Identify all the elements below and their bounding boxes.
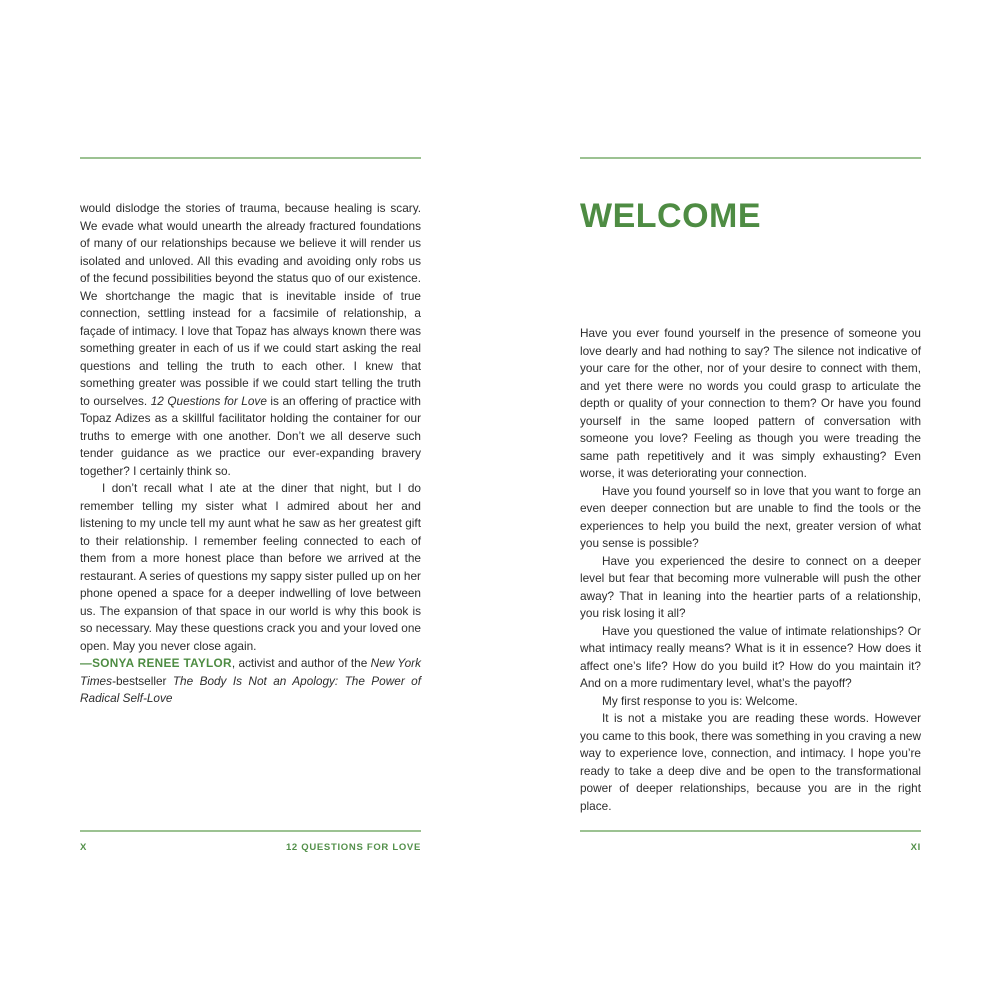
foreword-paragraph-1 xyxy=(80,200,421,480)
footer-rule xyxy=(80,830,421,832)
left-page-footer xyxy=(80,842,421,853)
publication-name: New York Times- xyxy=(80,656,421,688)
paragraph-text: is an offering of practice with Topaz Adizes as a skillful facilitator holding the container for our truths to emerge with one another. Don’t we all deserve such tender guidance as we practice our ever-expanding bravery together? I certainly think so. xyxy=(80,393,421,478)
chapter-text xyxy=(580,325,921,815)
right-page-footer xyxy=(580,842,921,853)
attribution-author-name: —SONYA RENEE TAYLOR xyxy=(80,656,232,670)
left-page xyxy=(80,0,421,1000)
header-rule xyxy=(80,157,421,159)
body-paragraph: Have you questioned the value of intimate relationships? Or what intimacy really means? What is it in essence? How does it affect one’s life? How do you build it? How do you maintain it? And on a more rudimentary level, what’s the payoff? xyxy=(580,623,921,690)
attribution-text: bestseller xyxy=(115,673,173,688)
author-attribution xyxy=(80,655,421,708)
page-number: X xyxy=(80,842,88,853)
body-paragraph: Have you experienced the desire to connect on a deeper level but fear that becoming more vulnerable will push the other away? That in leaning into the heartier parts of a relationship, you risk losing it all? xyxy=(580,553,921,620)
body-paragraph: Have you ever found yourself in the presence of someone you love dearly and had nothing to say? The silence not indicative of your care for the other, nor of your desire to connect with them, and yet there were no words you could grasp to articulate the depth or quality of your connection to them? Or have you found yourself in the same looped pattern of conversation with someone you love? Feeling as though you were treading the same path repetitively and it was simply exhausting? Even worse, it was deteriorating your connection. xyxy=(580,326,921,480)
header-rule xyxy=(580,157,921,159)
right-page xyxy=(580,0,921,1000)
book-title-inline: The Body Is Not an Apology: The Power of Radical Self-Love xyxy=(80,673,421,705)
body-paragraph: It is not a mistake you are reading these words. However you came to this book, there was something in you craving a new way to experience love, connection, and intimacy. I hope you’re ready to take a deep dive and be open to the transformational power of deeper relationships, because you are in the right place. xyxy=(580,711,921,813)
body-paragraph: Have you found yourself so in love that you want to forge an even deeper connection but are unable to find the tools or the experiences to help you build the next, greater version of what you sense is possible? xyxy=(580,483,921,550)
book-title-inline: 12 Questions for Love xyxy=(150,393,267,408)
page-number: XI xyxy=(910,842,921,853)
body-paragraph: My first response to you is: Welcome. xyxy=(602,693,798,708)
paragraph-text: would dislodge the stories of trauma, because healing is scary. We evade what would unearth the already fractured foundations of many of our relationships because we believe it will render us isolated and unloved. All this evading and avoiding only robs us of the fecund possibilities beyond the status quo of our existence. We shortchange the magic that is inevitable inside of true connection, settling instead for a facsimile of relationship, a façade of intimacy. I love that Topaz has always known there was something greater in each of us if we could start asking the real questions and telling the truth to each other. I knew that something greater was possible if we could start telling the truth to ourselves. xyxy=(80,201,422,408)
foreword-text xyxy=(80,200,421,708)
attribution-text: , activist and author of the xyxy=(231,656,371,670)
chapter-title: WELCOME xyxy=(580,197,762,235)
footer-rule xyxy=(580,830,921,832)
foreword-paragraph-2: I don’t recall what I ate at the diner that night, but I do remember telling my sister what I admired about her and listening to my uncle tell my aunt what he saw as her greatest gift to their relationship. I remember feeling connected to each of them from a more honest place than before we arrived at the restaurant. A series of questions my sappy sister pulled up on her phone opened a space for a deeper indwelling of love between us. The expansion of that space in our world is why this book is so necessary. May these questions crack you and your loved one open. May you never close again. xyxy=(80,481,421,653)
running-title: 12 QUESTIONS FOR LOVE xyxy=(285,842,421,853)
